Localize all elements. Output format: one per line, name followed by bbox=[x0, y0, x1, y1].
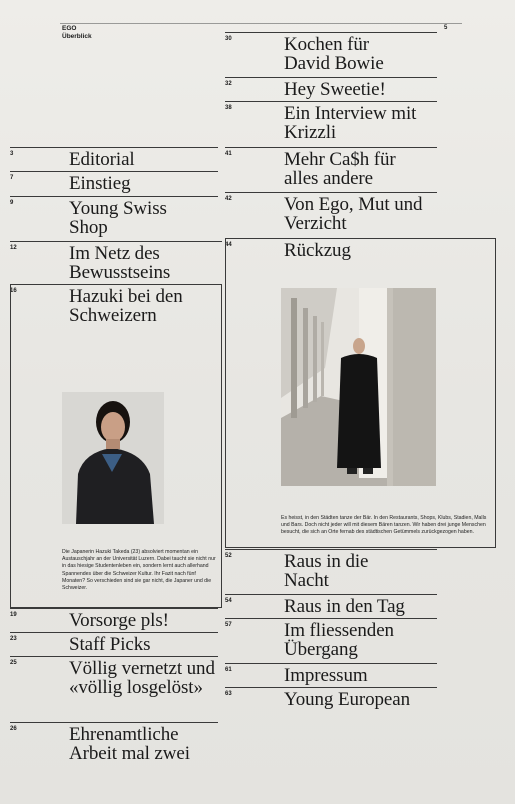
entry-page-number: 9 bbox=[10, 200, 14, 206]
toc-entry[interactable] bbox=[225, 101, 437, 145]
entry-title: Von Ego, Mut und Verzicht bbox=[284, 194, 423, 234]
toc-entry[interactable] bbox=[10, 632, 218, 656]
entry-title: Rückzug bbox=[284, 240, 351, 261]
entry-page-number: 30 bbox=[225, 36, 232, 42]
entry-title: Editorial bbox=[69, 149, 135, 170]
section-header bbox=[62, 25, 92, 41]
entry-page-number: 61 bbox=[225, 667, 232, 673]
entry-title: Einstieg bbox=[69, 173, 131, 194]
toc-entry[interactable] bbox=[10, 722, 218, 766]
entry-page-number: 3 bbox=[10, 151, 14, 157]
rueckzug-caption: Es heisst, in den Städten tanze der Bär. In den Restaurants, Shops, Klubs, Stadien, Malls und Bars. Doch nicht jeder will mit diesem Bären tanzen. Wir haben drei junge Menschen besucht, die sich an Orte fernab des städtischen Getümmels zurückgezogen haben. bbox=[281, 515, 487, 536]
woman-portrait-icon bbox=[62, 392, 164, 524]
entry-page-number: 42 bbox=[225, 196, 232, 202]
toc-entry[interactable] bbox=[10, 147, 218, 171]
entry-title: Ein Interview mit Krizzli bbox=[284, 103, 417, 143]
hazuki-caption: Die Japanerin Hazuki Takeda (23) absolviert momentan ein Austauschjahr an der Universität Luzern. Dabei taucht sie nicht nur in das hiesige Studentenleben ein, sondern lernt auch allerhand Spannendes über die Schweizer Kultur. Ihr Fazit nach fünf Monaten? So verschieden sind sie gar nicht, die Japaner und die Schweizer. bbox=[62, 549, 216, 592]
entry-page-number: 26 bbox=[10, 726, 17, 732]
page-number: 5 bbox=[444, 25, 448, 31]
entry-title: Impressum bbox=[284, 665, 368, 686]
toc-entry[interactable] bbox=[225, 147, 437, 191]
toc-entry[interactable] bbox=[225, 663, 437, 687]
entry-page-number: 54 bbox=[225, 598, 232, 604]
toc-entry[interactable] bbox=[10, 608, 218, 632]
entry-page-number: 12 bbox=[10, 245, 17, 251]
entry-page-number: 57 bbox=[225, 622, 232, 628]
hazuki-photo bbox=[62, 392, 164, 524]
toc-entry[interactable] bbox=[225, 32, 437, 76]
toc-entry[interactable] bbox=[225, 594, 437, 618]
toc-entry[interactable] bbox=[10, 196, 218, 240]
toc-entry[interactable] bbox=[225, 687, 437, 711]
entry-title: Raus in die Nacht bbox=[284, 551, 369, 591]
entry-page-number: 52 bbox=[225, 553, 232, 559]
toc-entry[interactable] bbox=[10, 171, 218, 195]
entry-page-number: 63 bbox=[225, 691, 232, 697]
toc-entry[interactable] bbox=[225, 192, 437, 237]
entry-title: Kochen für David Bowie bbox=[284, 34, 384, 74]
entry-title: Hazuki bei den Schweizern bbox=[69, 286, 183, 326]
entry-page-number: 7 bbox=[10, 175, 14, 181]
arcade-corridor-icon bbox=[281, 288, 436, 486]
entry-page-number: 23 bbox=[10, 636, 17, 642]
entry-title: Ehrenamtliche Arbeit mal zwei bbox=[69, 724, 190, 764]
entry-title: Im Netz des Bewusstseins bbox=[69, 243, 171, 283]
entry-title: Hey Sweetie! bbox=[284, 79, 386, 100]
entry-page-number: 32 bbox=[225, 81, 232, 87]
section-name: EGO bbox=[62, 25, 77, 32]
entry-title: Mehr Ca$h für alles andere bbox=[284, 149, 396, 189]
entry-title: Raus in den Tag bbox=[284, 596, 405, 617]
toc-entry[interactable] bbox=[225, 77, 437, 101]
section-subtitle: Überblick bbox=[62, 33, 92, 40]
toc-entry[interactable] bbox=[225, 618, 437, 662]
entry-page-number: 19 bbox=[10, 612, 17, 618]
entry-page-number: 38 bbox=[225, 105, 232, 111]
top-rule bbox=[60, 23, 462, 24]
entry-title: Young Swiss Shop bbox=[69, 198, 167, 238]
toc-entry[interactable] bbox=[10, 656, 218, 722]
entry-title: Staff Picks bbox=[69, 634, 151, 655]
entry-page-number: 25 bbox=[10, 660, 17, 666]
toc-entry[interactable] bbox=[10, 241, 222, 283]
toc-entry[interactable] bbox=[225, 549, 437, 593]
entry-page-number: 16 bbox=[10, 288, 17, 294]
entry-title: Im fliessenden Übergang bbox=[284, 620, 394, 660]
entry-page-number: 41 bbox=[225, 151, 232, 157]
entry-page-number: 44 bbox=[225, 242, 232, 248]
entry-title: Völlig vernetzt und «völlig losgelöst» bbox=[69, 658, 215, 698]
rueckzug-photo bbox=[281, 288, 436, 486]
entry-title: Vorsorge pls! bbox=[69, 610, 169, 631]
entry-title: Young European bbox=[284, 689, 410, 710]
